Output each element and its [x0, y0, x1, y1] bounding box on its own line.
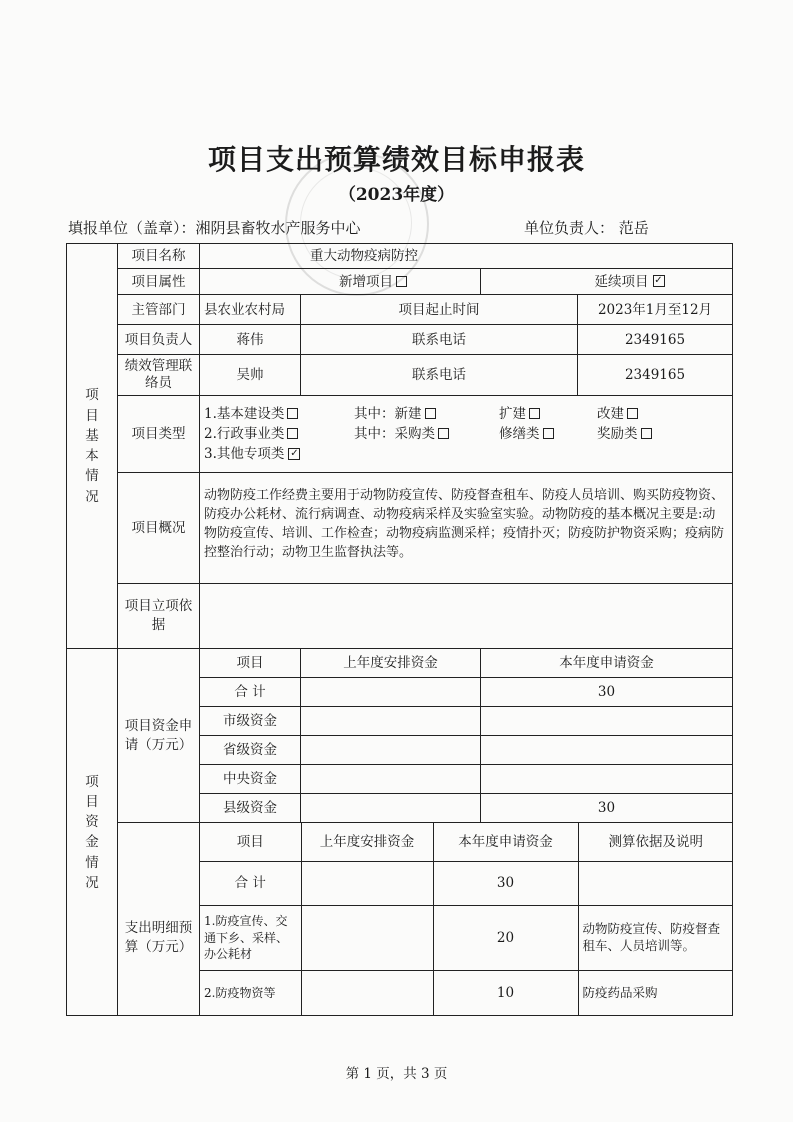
- type-other-special-checkbox-checked[interactable]: ✓: [290, 447, 299, 459]
- apply-row-last: [301, 707, 481, 736]
- apply-row-last: [301, 736, 481, 765]
- project-type-options: 1.基本建设类 其中：新建 扩建 改建 2.行政事业类 其中：采购类 修缮类 奖励类 3.其他专项类 ✓: [200, 396, 733, 473]
- apply-row-this: 30: [481, 678, 733, 707]
- phone-label: 联系电话: [301, 325, 578, 355]
- perf-contact-value: 吴帅: [200, 355, 301, 396]
- filing-unit: 填报单位（盖章）：湘阴县畜牧水产服务中心: [68, 219, 361, 237]
- budget-form-table: [66, 243, 733, 1016]
- dept-value: 县农业农村局: [200, 295, 301, 325]
- type-new-build-checkbox[interactable]: [425, 408, 436, 419]
- detail-row-this: 10: [433, 970, 578, 1015]
- detail-row-note: 防疫药品采购: [578, 970, 733, 1015]
- phone-value: 2349165: [578, 325, 733, 355]
- report-year: （2023年度）: [338, 185, 455, 205]
- section-basic-info: 项 目 基 本 情 况: [67, 244, 118, 649]
- table-row: [200, 861, 733, 905]
- attr-new-checkbox[interactable]: [396, 276, 407, 287]
- project-name-value: 重大动物疫病防控: [200, 244, 733, 269]
- detail-row-last: [301, 861, 433, 905]
- type-purchase-checkbox[interactable]: [438, 428, 449, 439]
- period-value: 2023年1月至12月: [578, 295, 733, 325]
- leader-label: 项目负责人: [118, 325, 200, 355]
- project-attr-label: 项目属性: [118, 269, 200, 295]
- apply-row-name: 省级资金: [200, 736, 301, 765]
- detail-row-last: [301, 905, 433, 970]
- period-label: 项目起止时间: [301, 295, 578, 325]
- leader-value: 蒋伟: [200, 325, 301, 355]
- perf-contact-label: 绩效管理联络员: [118, 355, 200, 396]
- page-footer: 第 1 页，共 3 页: [345, 1066, 448, 1082]
- apply-row-this: [481, 765, 733, 794]
- basis-label: 项目立项依据: [118, 584, 200, 649]
- type-repair-checkbox[interactable]: [543, 428, 554, 439]
- basis-value: [200, 584, 733, 649]
- apply-header-last: 上年度安排资金: [301, 649, 481, 678]
- unit-head: 单位负责人： 范岳: [524, 219, 649, 237]
- detail-row-name: 2.防疫物资等: [200, 970, 301, 1015]
- table-row: [200, 970, 733, 1015]
- detail-row-this: 30: [433, 861, 578, 905]
- dept-label: 主管部门: [118, 295, 200, 325]
- funds-apply-label: 项目资金申请（万元）: [118, 649, 200, 823]
- table-row: [200, 905, 733, 970]
- overview-label: 项目概况: [118, 473, 200, 584]
- detail-header-item: 项目: [200, 823, 301, 861]
- page-title: 项目支出预算绩效目标申报表: [207, 143, 585, 176]
- apply-row-name: 县级资金: [200, 794, 301, 823]
- attr-continued-option: 延续项目 ✓: [481, 269, 733, 295]
- detail-row-note: 动物防疫宣传、防疫督查租车、人员培训等。: [578, 905, 733, 970]
- apply-header-item: 项目: [200, 649, 301, 678]
- attr-continued-checkbox-checked[interactable]: ✓: [654, 275, 663, 287]
- type-basic-construction-checkbox[interactable]: [287, 408, 298, 419]
- apply-row-last: [301, 794, 481, 823]
- apply-row-last: [301, 765, 481, 794]
- apply-row-name: 市级资金: [200, 707, 301, 736]
- detail-header-last: 上年度安排资金: [301, 823, 433, 861]
- detail-row-this: 20: [433, 905, 578, 970]
- phone2-value: 2349165: [578, 355, 733, 396]
- detail-budget-block: [200, 823, 733, 1016]
- apply-row-last: [301, 678, 481, 707]
- apply-row-name: 中央资金: [200, 765, 301, 794]
- type-expand-checkbox[interactable]: [529, 408, 540, 419]
- type-rebuild-checkbox[interactable]: [627, 408, 638, 419]
- apply-header-this: 本年度申请资金: [481, 649, 733, 678]
- project-name-label: 项目名称: [118, 244, 200, 269]
- detail-budget-label: 支出明细预算（万元）: [118, 823, 200, 1016]
- detail-row-note: [578, 861, 733, 905]
- detail-row-last: [301, 970, 433, 1015]
- type-reward-checkbox[interactable]: [641, 428, 652, 439]
- apply-row-this: [481, 736, 733, 765]
- apply-row-this: 30: [481, 794, 733, 823]
- type-admin-checkbox[interactable]: [287, 428, 298, 439]
- apply-row-this: [481, 707, 733, 736]
- phone2-label: 联系电话: [301, 355, 578, 396]
- detail-header-this: 本年度申请资金: [433, 823, 578, 861]
- project-type-label: 项目类型: [118, 396, 200, 473]
- attr-new-option: 新增项目: [200, 269, 481, 295]
- detail-header-note: 测算依据及说明: [578, 823, 733, 861]
- detail-row-name: 合 计: [200, 861, 301, 905]
- apply-row-name: 合 计: [200, 678, 301, 707]
- overview-text: 动物防疫工作经费主要用于动物防疫宣传、防疫督查租车、防疫人员培训、购买防疫物资、防疫办公耗材、流行病调查、动物疫病采样及实验室实验。动物防疫的基本概况主要是:动物防疫宣传、培训、工作检查；动物疫病监测采样；疫情扑灭；防疫防护物资采购；疫病防控整治行动；动物卫生监督执法等。: [200, 473, 733, 584]
- detail-row-name: 1.防疫宣传、交通下乡、采样、办公耗材: [200, 905, 301, 970]
- section-funds-info: 项 目 资 金 情 况: [67, 649, 118, 1016]
